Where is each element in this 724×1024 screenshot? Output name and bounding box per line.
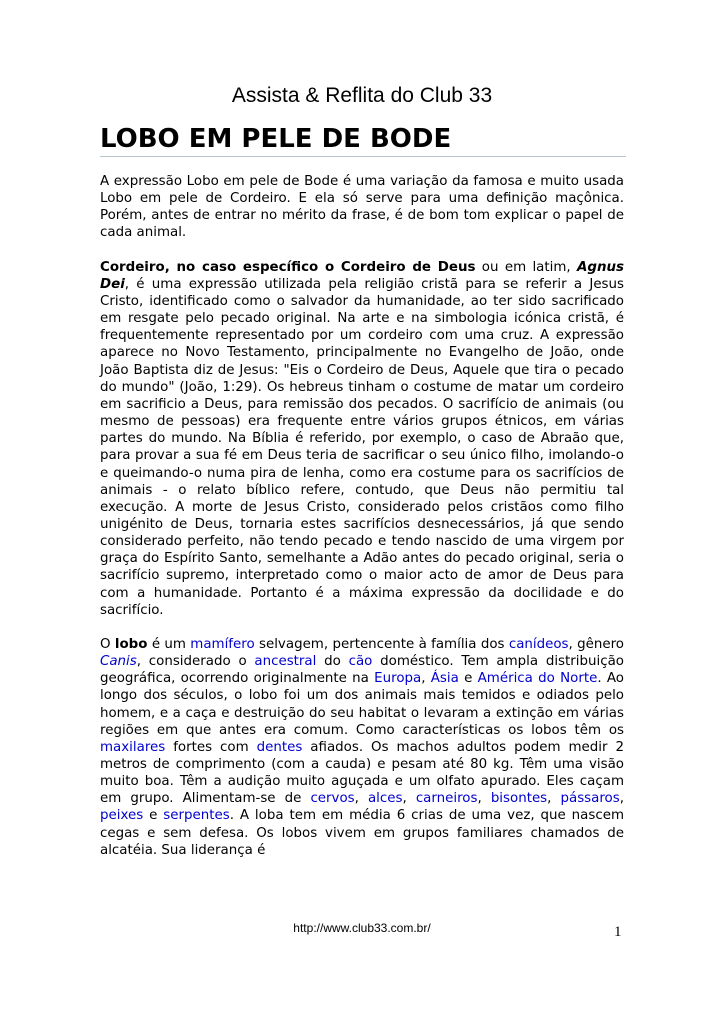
link-canideos[interactable]: canídeos bbox=[508, 636, 569, 652]
text-span: ou em latim, bbox=[475, 259, 578, 275]
page-number: 1 bbox=[614, 924, 622, 940]
paragraph-intro: A expressão Lobo em pele de Bode é uma variação da famosa e muito usada Lobo em pele de Cordeiro. E ela só serve para uma definição maçônica. Porém, antes de entrar no mérito da frase, é de bom tom explicar o papel de cada animal. bbox=[100, 174, 624, 241]
paragraph-lobo bbox=[100, 636, 624, 859]
link-canis-text: Canis bbox=[100, 654, 137, 670]
bold-phrase: Cordeiro, no caso específico o Cordeiro de Deus bbox=[100, 259, 476, 275]
link-maxilares[interactable]: maxilares bbox=[100, 739, 166, 755]
link-alces[interactable]: alces bbox=[367, 791, 403, 807]
header-title: Assista & Reflita do Club 33 bbox=[231, 84, 493, 107]
link-peixes[interactable]: peixes bbox=[100, 808, 144, 824]
link-cao[interactable]: cão bbox=[348, 654, 373, 670]
text-span: do bbox=[316, 654, 349, 670]
text-span: , bbox=[354, 791, 368, 807]
link-mamifero[interactable]: mamífero bbox=[190, 636, 255, 652]
link-america-do-norte[interactable]: América do Norte bbox=[477, 671, 598, 687]
document-body bbox=[100, 173, 624, 859]
text-span: , bbox=[477, 791, 491, 807]
link-ancestral[interactable]: ancestral bbox=[254, 654, 317, 670]
text-span: selvagem, pertencente à família dos bbox=[254, 636, 509, 652]
text-span: fortes com bbox=[165, 739, 257, 755]
link-asia[interactable]: Ásia bbox=[430, 671, 459, 687]
text-span: , bbox=[619, 791, 624, 807]
link-bisontes[interactable]: bisontes bbox=[490, 791, 548, 807]
text-span: , bbox=[402, 791, 416, 807]
link-canis[interactable] bbox=[100, 654, 137, 669]
text-span: e bbox=[143, 808, 164, 824]
link-passaros[interactable]: pássaros bbox=[560, 791, 620, 807]
text-span: , é uma expressão utilizada pela religião cristã para se referir a Jesus Cristo, identificado como o salvador da humanidade, ao ter sido sacrificado em resgate pelo pecado original. Na arte e na simbologia icónica cristã, é frequentemente representado por um cordeiro com uma cruz. A expressão aparece no Novo Testamento, principalmente no Evangelho de João, onde João Baptista diz de Jesus: "Eis o Cordeiro de Deus, Aquele que tira o pecado do mundo" (João, 1:29). Os hebreus tinham o costume de matar um cordeiro em sacrificio a Deus, para remissão dos pecados. O sacrifício de animais (ou mesmo de pessoas) era frequente entre vários grupos étnicos, em várias partes do mundo. Na Bíblia é referido, por exemplo, o caso de Abraão que, para provar a sua fé em Deus teria de sacrificar o seu único filho, imolando-o e queimando-o numa pira de lenha, como era costume para os sacrifícios de animais - o relato bíblico refere, contudo, que Deus não permitiu tal execução. A morte de Jesus Cristo, considerado pelos cristãos como filho unigénito de Deus, tornaria estes sacrifícios desnecessários, já que sendo considerado perfeito, não tendo pecado e tendo nascido de uma virgem por graça do Espírito Santo, semelhante a Adão antes do pecado original, seria o sacrifício supremo, interpretado como o maior acto de amor de Deus para com a humanidade. Portanto é a máxima expressão da docilidade e do sacrifício. bbox=[100, 276, 624, 618]
link-dentes[interactable]: dentes bbox=[256, 739, 303, 755]
link-europa[interactable]: Europa bbox=[374, 671, 422, 687]
text-span: , bbox=[421, 671, 431, 687]
text-span: , gênero bbox=[568, 636, 624, 652]
link-carneiros[interactable]: carneiros bbox=[415, 791, 478, 807]
text-span: . A loba tem em média 6 crias de uma vez, que nascem cegas e sem defesa. Os lobos vivem em grupos familiares chamados de alcatéia. Sua liderança é bbox=[100, 808, 624, 858]
bold-word-lobo: lobo bbox=[114, 636, 148, 652]
text-span: é um bbox=[147, 636, 191, 652]
paragraph-cordeiro bbox=[100, 259, 624, 619]
footer-url: http://www.club33.com.br/ bbox=[293, 921, 431, 935]
text-span: . Ao longo dos séculos, o lobo foi um dos animais mais temidos e odiados pelo homem, e a caça e destruição do seu habitat o levaram a extinção em várias regiões em que antes era comum. Como características os lobos têm os bbox=[100, 671, 624, 738]
latin-term: Agnus Dei bbox=[100, 259, 625, 292]
document-title: LOBO EM PELE DE BODE bbox=[100, 124, 626, 157]
link-cervos[interactable]: cervos bbox=[310, 791, 355, 807]
text-span: doméstico. Tem ampla distribuição geográfica, ocorrendo originalmente na bbox=[100, 654, 624, 687]
text-span: O bbox=[100, 636, 115, 652]
text-span: , considerado o bbox=[136, 654, 255, 670]
link-serpentes[interactable]: serpentes bbox=[163, 808, 230, 824]
text-span: , bbox=[547, 791, 561, 807]
text-span: e bbox=[458, 671, 478, 687]
text-span: afiados. Os machos adultos podem medir 2 metros de comprimento (com a cauda) e pesam até 80 kg. Têm uma visão muito boa. Têm a audição muito aguçada e um olfato apurado. Eles caçam em grupo. Alimentam-se de bbox=[100, 739, 625, 807]
